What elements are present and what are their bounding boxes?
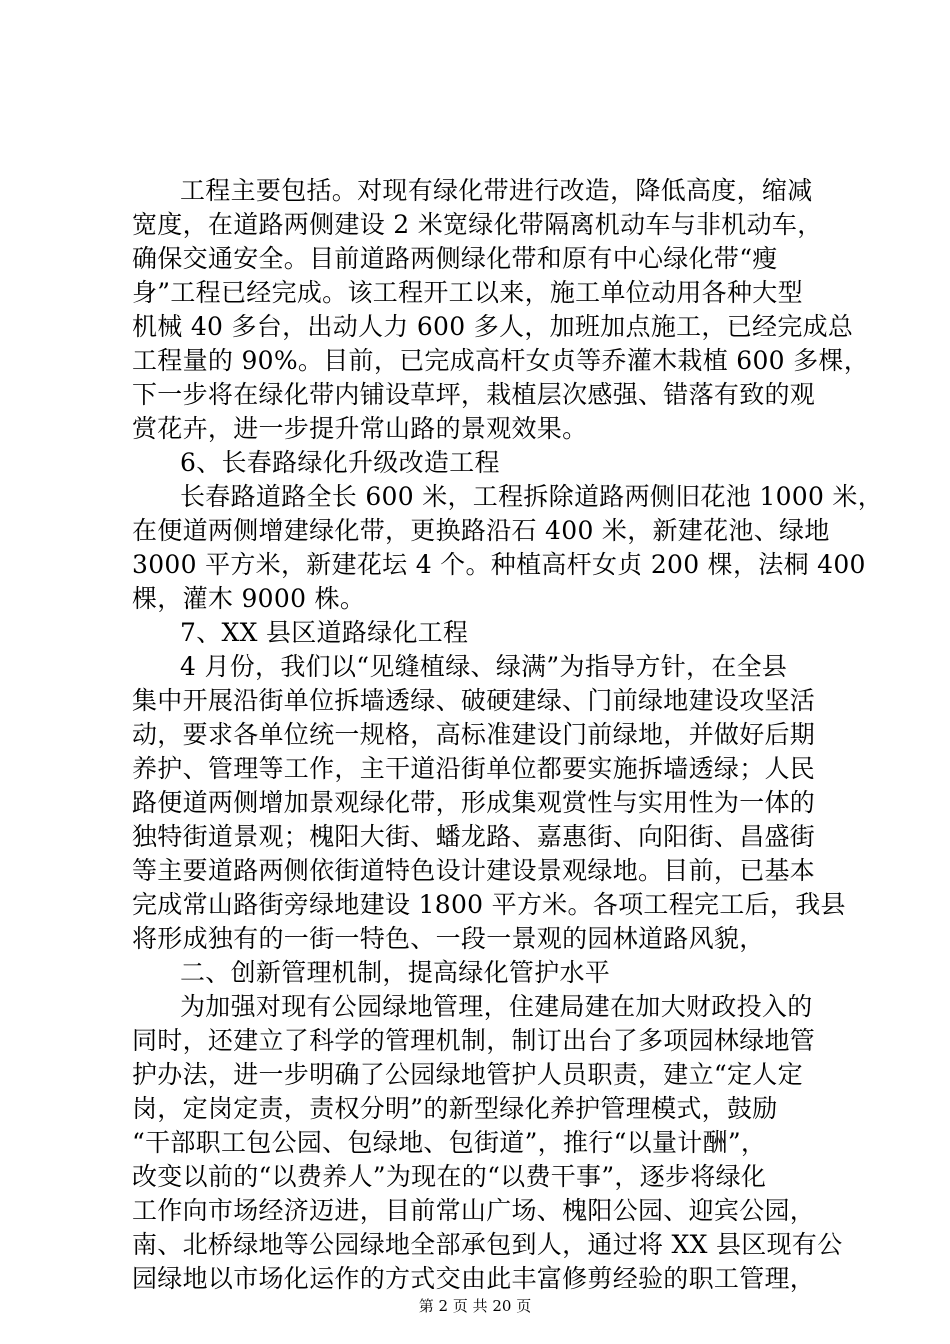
text-line: 长春路道路全长 600 米，工程拆除道路两侧旧花池 1000 米， [180, 482, 884, 511]
text-line: 工程量的 90%。目前，已完成高杆女贞等乔灌木栽植 600 多棵， [132, 346, 870, 375]
text-line: 工程主要包括。对现有绿化带进行改造，降低高度，缩减 [180, 176, 813, 205]
section-heading: 6、长春路绿化升级改造工程 [180, 448, 500, 477]
text-line: 园绿地以市场化运作的方式交由此丰富修剪经验的职工管理， [132, 1264, 816, 1293]
text-line: 棵，灌木 9000 株。 [132, 584, 366, 613]
text-line: 南、北桥绿地等公园绿地全部承包到人，通过将 XX 县区现有公 [132, 1230, 843, 1259]
section-heading: 7、XX 县区道路绿化工程 [180, 618, 469, 647]
text-line: 路便道两侧增加景观绿化带，形成集观赏性与实用性为一体的 [132, 788, 816, 817]
text-line: 工作向市场经济迈进，目前常山广场、槐阳公园、迎宾公园， [132, 1196, 816, 1225]
text-line: 在便道两侧增建绿化带，更换路沿石 400 米，新建花池、绿地 [132, 516, 830, 545]
text-line: 集中开展沿街单位拆墙透绿、破硬建绿、门前绿地建设攻坚活 [132, 686, 816, 715]
text-line: 改变以前的“以费养人”为现在的“以费干事”，逐步将绿化 [132, 1162, 767, 1191]
text-line: 将形成独有的一街一特色、一段一景观的园林道路风貌， [132, 924, 765, 953]
text-line: 护办法，进一步明确了公园绿地管护人员职责，建立“定人定 [132, 1060, 803, 1089]
text-line: 赏花卉，进一步提升常山路的景观效果。 [132, 414, 588, 443]
text-line: 身”工程已经完成。该工程开工以来，施工单位动用各种大型 [132, 278, 803, 307]
text-line: “干部职工包公园、包绿地、包街道”，推行“以量计酬”， [132, 1128, 767, 1157]
text-line: 下一步将在绿化带内铺设草坪，栽植层次感强、错落有致的观 [132, 380, 816, 409]
text-line: 独特街道景观；槐阳大街、蟠龙路、嘉惠街、向阳街、昌盛街 [132, 822, 816, 851]
text-line: 4 月份，我们以“见缝植绿、绿满”为指导方针，在全县 [180, 652, 788, 681]
text-line: 岗，定岗定责，责权分明”的新型绿化养护管理模式，鼓励 [132, 1094, 778, 1123]
page-footer: 第 2 页 共 20 页 [418, 1297, 532, 1315]
text-line: 确保交通安全。目前道路两侧绿化带和原有中心绿化带“瘦 [132, 244, 778, 273]
text-line: 养护、管理等工作，主干道沿街单位都要实施拆墙透绿；人民 [132, 754, 816, 783]
text-line: 机械 40 多台，出动人力 600 多人，加班加点施工，已经完成总 [132, 312, 854, 341]
section-heading: 二、创新管理机制，提高绿化管护水平 [180, 958, 611, 987]
text-line: 等主要道路两侧依街道特色设计建设景观绿地。目前，已基本 [132, 856, 816, 885]
text-line: 动，要求各单位统一规格，高标准建设门前绿地，并做好后期 [132, 720, 816, 749]
text-line: 为加强对现有公园绿地管理，住建局建在加大财政投入的 [180, 992, 813, 1021]
text-line: 同时，还建立了科学的管理机制，制订出台了多项园林绿地管 [132, 1026, 816, 1055]
text-line: 3000 平方米，新建花坛 4 个。种植高杆女贞 200 棵，法桐 400 [132, 550, 866, 579]
text-line: 完成常山路街旁绿地建设 1800 平方米。各项工程完工后，我县 [132, 890, 846, 919]
text-line: 宽度，在道路两侧建设 2 米宽绿化带隔离机动车与非机动车， [132, 210, 823, 239]
